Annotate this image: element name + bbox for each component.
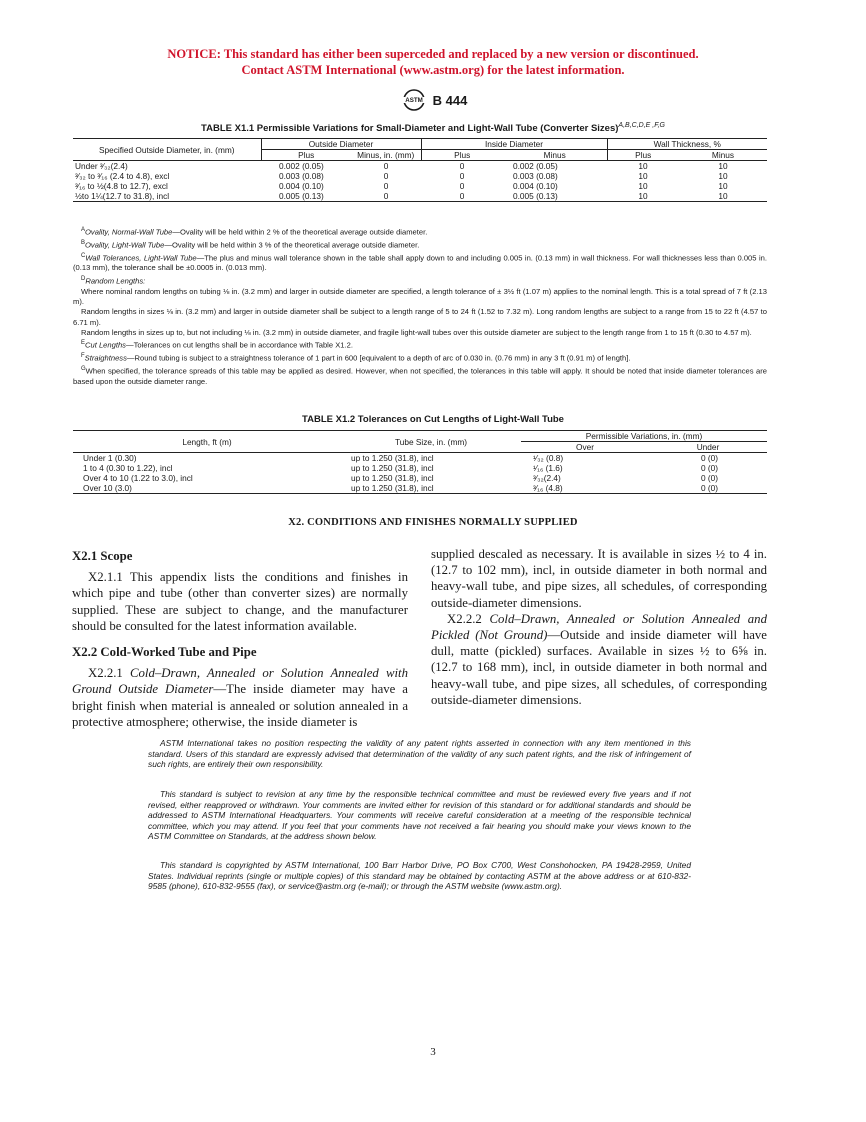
logo-text: ASTM [404,97,423,105]
table-row: Under 1 (0.30) up to 1.250 (31.8), incl ¹⁄₃₂ (0.8) 0 (0) [83,453,719,463]
paragraph-x2-2-1: X2.2.1 Cold–Drawn, Annealed or Solution Annealed with Ground Outside Diameter—The inside diameter may have a bright finish when material is annealed or solution annealed in a protective atmosphere; otherwise, the inside diameter is [72,666,408,729]
table-row: Over 4 to 10 (1.22 to 3.0), incl up to 1.250 (31.8), incl ³⁄₃₂(2.4) 0 (0) [83,473,719,483]
notice-banner [0,46,866,78]
heading-x2-2-cold-worked: X2.2 Cold-Worked Tube and Pipe [72,645,257,660]
document-number: B 444 [432,92,468,108]
body-left-column [72,546,408,730]
table-row: ½to 1¼(12.7 to 31.8), incl 0.005 (0.13) 0 0 0.005 (0.13) 10 10 [73,191,767,202]
document-header [0,89,866,111]
sub-header-od-minus: Minus, in. (mm) [357,149,415,160]
paragraph-x2-1-1: X2.1.1 This appendix lists the conditions and finishes in which pipe and tube (other than converter sizes) are normally supplied. These are subject to change, and the manufacturer should be consulted for the latest information available. [72,570,408,633]
group-header-wall-thickness: Wall Thickness, % [607,139,767,150]
paragraph-x2-2-1-continued: supplied descaled as necessary. It is available in sizes ½ to 4 in. (12.7 to 102 mm), incl, in outside diameter in both normal and heavy-wall tube, and pipe sizes, all schedules, of corresponding outside-diameter dimensions. [431,547,767,610]
table-row: 1 to 4 (0.30 to 1.22), incl up to 1.250 (31.8), incl ¹⁄₁₆ (1.6) 0 (0) [83,463,719,473]
table-row: Over 10 (3.0) up to 1.250 (31.8), incl ³⁄₁₆ (4.8) 0 (0) [73,483,767,494]
group-header-permissible-variations: Permissible Variations, in. (mm) [521,431,767,442]
table-x1-2 [73,430,767,494]
col-header-tube-size: Tube Size, in. (mm) [341,431,521,453]
table-x1-1 [73,138,767,202]
sub-header-under: Under [696,442,720,452]
footer-revision-notice: This standard is subject to revision at any time by the responsible technical committee and must be reviewed every five years and if not revised, either reapproved or withdrawn. Your comments are invited either for revision of this standard or for additional standards and should be addressed to ASTM International Headquarters. Your comments will receive careful consideration at a meeting of the responsible technical committee, which you may attend. If you feel that your comments have not received a fair hearing you should make your views known to the ASTM Committee on Standards, at the address shown below. [148,789,691,841]
table-x1-1-title: TABLE X1.1 Permissible Variations for Small-Diameter and Light-Wall Tube (Converter Sizes)$^{A,B,C,D,E ,F,G}$ [201,122,665,135]
note-d-paragraph-2: Random lengths in sizes ⅛ in. (3.2 mm) and larger in outside diameter shall be subject to a length range of 5 to 24 ft (1.52 to 7.32 m). Long random lengths are subject to a range from 15 to 22 ft (4.57 to 6.71 m). [73,307,767,327]
note-e: $^E$Cut Lengths—Tolerances on cut lengths shall be in accordance with Table X1.2. [81,340,353,350]
sub-header-id-plus: Plus [421,150,503,161]
page-number: 3 [430,1046,436,1058]
sub-header-wt-minus: Minus [711,150,735,160]
section-x2-heading: X2. CONDITIONS AND FINISHES NORMALLY SUPPLIED [288,517,578,528]
footer-copyright-notice: This standard is copyrighted by ASTM International, 100 Barr Harbor Drive, PO Box C700, West Conshohocken, PA 19428-2959, United States. Individual reprints (single or multiple copies) of this standard may be obtained by contacting ASTM at the above address or at 610-832-9585 (phone), 610-832-9555 (fax), or service@astm.org (e-mail); or through the ASTM website (www.astm.org). [148,860,691,891]
table-row: ³⁄₃₂ to ³⁄₁₆ (2.4 to 4.8), excl 0.003 (0.08) 0 0 0.003 (0.08) 10 10 [75,171,728,181]
note-a: $^A$Ovality, Normal-Wall Tube—Ovality will be held within 2 % of the theoretical average outside diameter. [81,227,428,237]
group-header-outside-diameter: Outside Diameter [261,139,421,150]
group-header-inside-diameter: Inside Diameter [421,139,607,150]
paragraph-x2-2-2: X2.2.2 Cold–Drawn, Annealed or Solution Annealed and Pickled (Not Ground)—Outside and inside diameter will have dull, matte (pickled) surfaces. Available in sizes ½ to 6⅝ in. (12.7 to 168 mm), incl, in outside diameter in both normal and heavy-wall tube, and pipe sizes, all schedules, of corresponding outside-diameter dimensions. [431,611,767,707]
table-x1-1-footnote-marks: A,B,C,D,E ,F,G [618,122,665,129]
note-f: $^F$Straightness—Round tubing is subject to a straightness tolerance of 1 part in 600 [equivalent to a depth of arc of 0.030 in. (0.76 mm) in any 3 ft (0.91 m) of length]. [81,352,631,363]
note-d-paragraph-3: Random lengths in sizes up to, but not including ⅛ in. (3.2 mm) in outside diameter, and fragile light-wall tubes over this outside diameter are subject to the length range from 1 to 15 ft (0.30 to 4.57 m). [81,327,752,337]
footer-patent-notice: ASTM International takes no position respecting the validity of any patent rights asserted in connection with any item mentioned in this standard. Users of this standard are expressly advised that determination of the validity of any such patent rights, and the risk of infringement of such rights, are entirely their own responsibility. [148,738,691,769]
note-g: $^G$When specified, the tolerance spreads of this table may be applied as desired. However, when not specified, the tolerances in this table will apply. It should be noted that inside diameter tolerances are based upon the outside diameter range. [73,365,767,386]
col-header-length: Length, ft (m) [73,431,341,453]
astm-logo-icon [399,89,429,111]
table-row: ³⁄₁₆ to ½(4.8 to 12.7), excl 0.004 (0.10) 0 0 0.004 (0.10) 10 10 [75,181,728,191]
table-x1-2-title: TABLE X1.2 Tolerances on Cut Lengths of Light-Wall Tube [302,414,564,425]
notice-line-2: Contact ASTM International (www.astm.org) for the latest information. [241,63,625,77]
sub-header-wt-plus: Plus [607,150,679,161]
notice-line-1: NOTICE: This standard has either been superceded and replaced by a new version or discontinued. [167,47,699,61]
sub-header-od-plus: Plus [261,150,351,161]
note-d: $^D$Random Lengths: [81,275,146,286]
note-d-paragraph-1: Where nominal random lengths on tubing ⅛ in. (3.2 mm) and larger in outside diameter are specified, a length tolerance of ± 3½ ft (1.07 m) applies to the nominal length. This is a total spread of 7 ft (2.13 m). [73,286,767,306]
body-right-column [431,546,767,708]
sub-header-over: Over [576,442,594,452]
heading-x2-1-scope: X2.1 Scope [72,549,133,563]
note-c: $^C$Wall Tolerances, Light-Wall Tube—The plus and minus wall tolerance shown in the table shall apply down to and including 0.005 in. (0.13 mm) in wall thickness. For wall thicknesses less than 0.005 in. (0.13 mm), the tolerance shall be ±0.0005 in. (0.013 mm). [73,252,767,273]
note-b: $^B$Ovality, Light-Wall Tube—Ovality will be held within 3 % of the theoretical average outside diameter. [81,239,420,250]
col-header-specified-od: Specified Outside Diameter, in. (mm) [73,139,261,161]
table-row: Under ³⁄₃₂(2.4) 0.002 (0.05) 0 0 0.002 (0.05) 10 10 [75,161,728,171]
table-x1-1-notes [73,225,767,387]
sub-header-id-minus: Minus [543,150,566,160]
